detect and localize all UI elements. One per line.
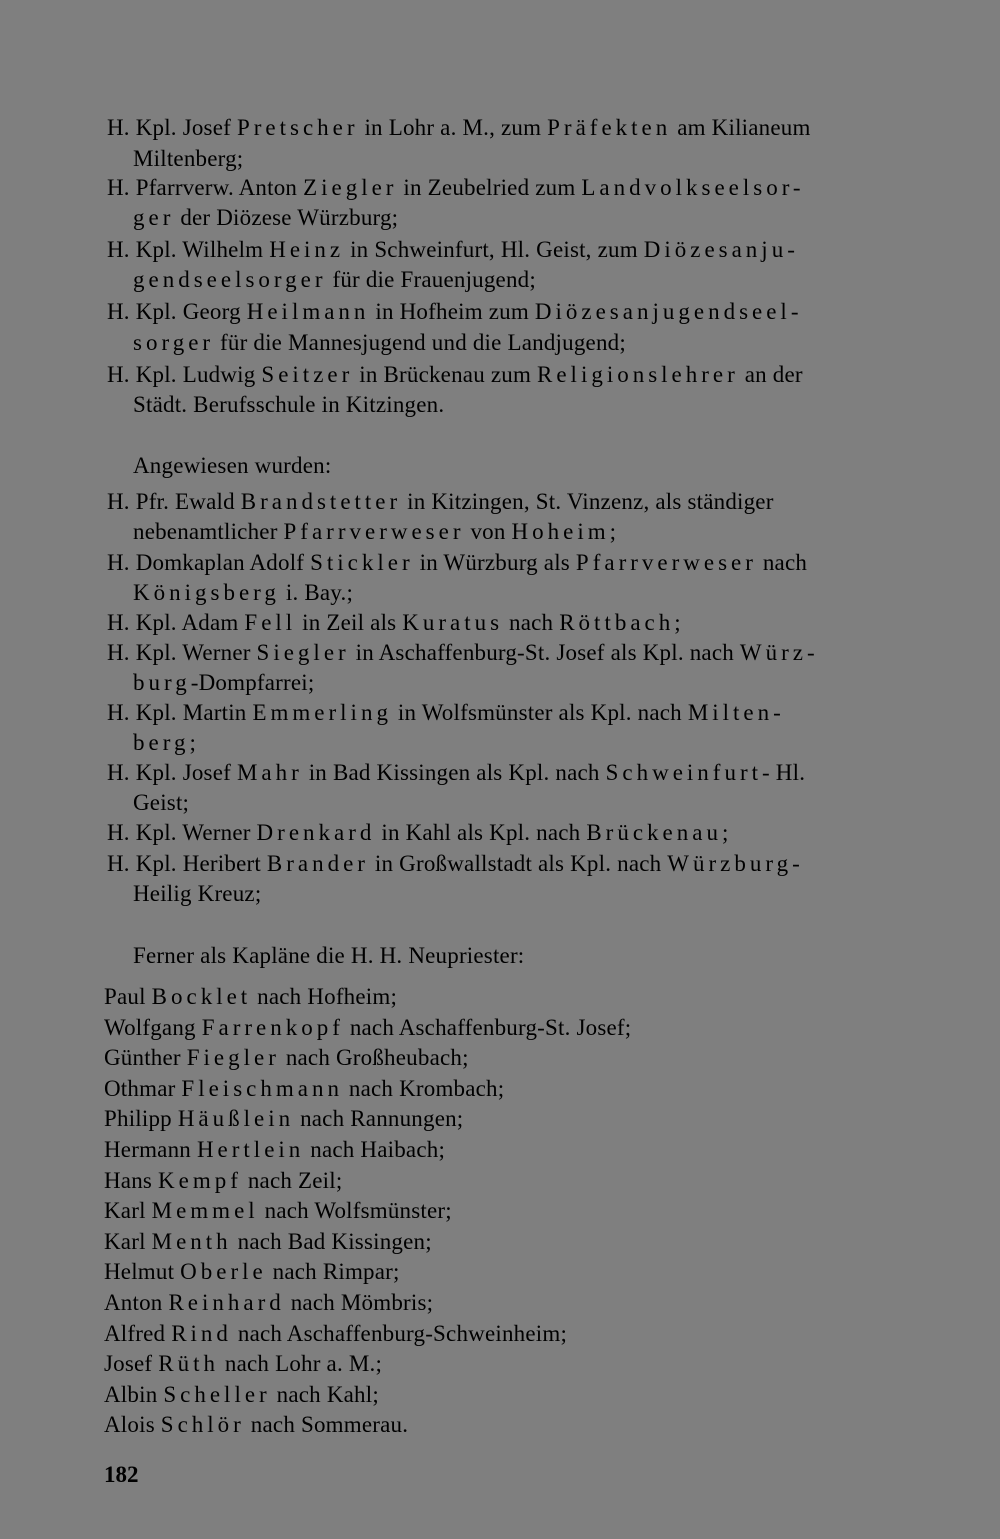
priest-first-name: Anton [104, 1290, 169, 1315]
entry-line [133, 328, 626, 358]
entry-line [107, 297, 802, 327]
priest-entry [104, 1166, 342, 1196]
priest-destination: nach Großheubach; [279, 1045, 469, 1070]
priest-first-name: Wolfgang [104, 1015, 202, 1040]
entry-line [107, 235, 799, 265]
priest-first-name: Karl [104, 1198, 152, 1223]
text: H. Kpl. Josef [107, 115, 237, 140]
priest-last-name: Schlör [160, 1412, 245, 1437]
entry-line [107, 608, 681, 638]
entry-line [107, 487, 774, 517]
text: ; [609, 519, 617, 544]
priest-last-name: Menth [151, 1229, 232, 1254]
text: nach [756, 550, 808, 575]
spaced-title: Präfekten [547, 115, 672, 140]
page-number: 182 [104, 1462, 139, 1487]
text: in Würzburg als [413, 550, 576, 575]
spaced-title: ger [133, 205, 175, 230]
priest-destination: nach Rimpar; [266, 1259, 400, 1284]
priest-first-name: Othmar [104, 1076, 182, 1101]
text: H. Kpl. Ludwig [107, 362, 262, 387]
priest-last-name: Scheller [163, 1382, 271, 1407]
spaced-title: Diözesanjugendseel- [534, 299, 803, 324]
priest-destination: nach Rannungen; [294, 1106, 464, 1131]
text: H. Pfarrverw. Anton [107, 175, 304, 200]
text: -Dompfarrei; [190, 670, 315, 695]
spaced-place: Würzburg- [667, 851, 804, 876]
priest-first-name: Alfred [104, 1321, 172, 1346]
priest-last-name: Fiegler [186, 1045, 280, 1070]
spaced-title: Pfarrverweser [283, 519, 465, 544]
section-heading: Angewiesen wurden: [133, 453, 332, 478]
text: am Kilianeum [671, 115, 811, 140]
priest-entry [104, 1196, 452, 1226]
entry-line [133, 517, 616, 547]
spaced-title: Pfarrverweser [575, 550, 757, 575]
spaced-place: burg [133, 670, 191, 695]
priest-entry [104, 1410, 408, 1440]
priest-last-name: Oberle [180, 1259, 267, 1284]
spaced-title: sorger [133, 330, 215, 355]
priest-first-name: Hermann [104, 1137, 197, 1162]
spaced-place: Milten- [687, 700, 785, 725]
priest-last-name: Fleischmann [181, 1076, 343, 1101]
text: in Zeil als [296, 610, 403, 635]
priest-entry [104, 1043, 469, 1073]
spaced-name: Heinz [269, 237, 345, 262]
text: für die Frauenjugend; [326, 267, 536, 292]
text: nebenamtlicher [133, 519, 284, 544]
priest-destination: nach Kahl; [270, 1382, 379, 1407]
text: in Bad Kissingen als Kpl. nach [302, 760, 606, 785]
entry-line [133, 578, 353, 608]
text: in Schweinfurt, Hl. Geist, zum [344, 237, 644, 262]
text: der Diözese Würzburg; [174, 205, 399, 230]
entry-line: Städt. Berufsschule in Kitzingen. [133, 392, 445, 417]
text: in Großwallstadt als Kpl. nach [368, 851, 668, 876]
text: ; [189, 730, 197, 755]
spaced-place: Würz- [739, 640, 819, 665]
priest-first-name: Alois [104, 1412, 161, 1437]
spaced-name: Ziegler [303, 175, 398, 200]
text: in Kahl als Kpl. nach [375, 820, 587, 845]
spaced-title: Kuratus [402, 610, 504, 635]
priest-last-name: Farrenkopf [201, 1015, 344, 1040]
priest-last-name: Kempf [158, 1168, 242, 1193]
priest-first-name: Josef [104, 1351, 159, 1376]
priest-destination: nach Wolfsmünster; [258, 1198, 452, 1223]
text: in Kitzingen, St. Vinzenz, als ständiger [401, 489, 774, 514]
entry-line [133, 203, 398, 233]
text: für die Mannesjugend und die Landjugend; [214, 330, 626, 355]
priest-destination: nach Aschaffenburg-St. Josef; [343, 1015, 632, 1040]
text: H. Domkaplan Adolf [107, 550, 311, 575]
priest-destination: nach Mömbris; [284, 1290, 434, 1315]
text: in Brückenau zum [353, 362, 537, 387]
spaced-place: Königsberg [133, 580, 280, 605]
priest-last-name: Rind [171, 1321, 232, 1346]
priest-destination: nach Zeil; [241, 1168, 343, 1193]
text: - Hl. [762, 760, 806, 785]
text: H. Kpl. Georg [107, 299, 247, 324]
text: H. Kpl. Werner [107, 640, 257, 665]
spaced-name: Brander [266, 851, 369, 876]
entry-line [107, 360, 803, 390]
priest-destination: nach Aschaffenburg-Schweinheim; [231, 1321, 568, 1346]
priest-first-name: Helmut [104, 1259, 181, 1284]
spaced-name: Stickler [310, 550, 414, 575]
entry-line [107, 758, 805, 788]
priest-destination: nach Krombach; [342, 1076, 505, 1101]
spaced-place: Schweinfurt [605, 760, 762, 785]
spaced-place: Brückenau [586, 820, 722, 845]
section-heading: Ferner als Kapläne die H. H. Neupriester: [133, 943, 525, 968]
entry-line [133, 265, 536, 295]
priest-last-name: Häußlein [177, 1106, 295, 1131]
priest-entry [104, 1013, 631, 1043]
priest-destination: nach Bad Kissingen; [231, 1229, 432, 1254]
text: an der [738, 362, 803, 387]
spaced-name: Fell [244, 610, 297, 635]
priest-destination: nach Lohr a. M.; [218, 1351, 383, 1376]
spaced-name: Brandstetter [240, 489, 402, 514]
spaced-name: Seitzer [261, 362, 354, 387]
priest-entry [104, 1380, 379, 1410]
priest-first-name: Günther [104, 1045, 187, 1070]
priest-entry [104, 1135, 445, 1165]
text: i. Bay.; [279, 580, 354, 605]
priest-last-name: Hertlein [196, 1137, 305, 1162]
text: H. Kpl. Wilhelm [107, 237, 270, 262]
priest-last-name: Bocklet [151, 984, 252, 1009]
text: H. Pfr. Ewald [107, 489, 241, 514]
entry-line: Heilig Kreuz; [133, 881, 262, 906]
entry-line [107, 818, 729, 848]
text: von [464, 519, 512, 544]
priest-first-name: Paul [104, 984, 152, 1009]
priest-entry [104, 1288, 433, 1318]
text: H. Kpl. Josef [107, 760, 237, 785]
entry-line [133, 728, 196, 758]
spaced-name: Drenkard [256, 820, 376, 845]
spaced-name: Pretscher [236, 115, 359, 140]
spaced-place: berg [133, 730, 190, 755]
spaced-title: Landvolkseelsor- [581, 175, 805, 200]
priest-destination: nach Sommerau. [244, 1412, 409, 1437]
entry-line [107, 173, 805, 203]
text: H. Kpl. Werner [107, 820, 257, 845]
spaced-name: Siegler [256, 640, 350, 665]
spaced-name: Heilmann [246, 299, 370, 324]
entry-line [107, 113, 811, 143]
priest-first-name: Karl [104, 1229, 152, 1254]
priest-destination: nach Haibach; [304, 1137, 446, 1162]
priest-entry [104, 1349, 382, 1379]
text: in Zeubelried zum [397, 175, 582, 200]
priest-last-name: Reinhard [168, 1290, 285, 1315]
spaced-name: Mahr [236, 760, 303, 785]
text: in Aschaffenburg-St. Josef als Kpl. nach [349, 640, 740, 665]
spaced-title: Religionslehrer [537, 362, 739, 387]
entry-line [107, 638, 819, 668]
priest-first-name: Hans [104, 1168, 159, 1193]
priest-entry [104, 982, 397, 1012]
priest-entry [104, 1227, 432, 1257]
text: nach [503, 610, 560, 635]
entry-line [107, 698, 785, 728]
text: ; [721, 820, 729, 845]
priest-entry [104, 1074, 504, 1104]
text: ; [674, 610, 681, 635]
spaced-place: Röttbach [559, 610, 675, 635]
entry-line [133, 668, 314, 698]
priest-last-name: Memmel [151, 1198, 259, 1223]
spaced-title: Diözesanju- [643, 237, 799, 262]
priest-destination: nach Hofheim; [251, 984, 398, 1009]
priest-first-name: Albin [104, 1382, 164, 1407]
priest-entry [104, 1257, 400, 1287]
entry-line [107, 548, 807, 578]
text: H. Kpl. Adam [107, 610, 245, 635]
entry-line: Miltenberg; [133, 146, 244, 171]
priest-entry [104, 1104, 463, 1134]
priest-last-name: Rüth [158, 1351, 219, 1376]
entry-line: Geist; [133, 790, 190, 815]
spaced-name: Emmerling [252, 700, 392, 725]
text: in Hofheim zum [369, 299, 535, 324]
spaced-place: Hoheim [511, 519, 610, 544]
text: H. Kpl. Martin [107, 700, 253, 725]
text: H. Kpl. Heribert [107, 851, 267, 876]
text: in Lohr a. M., zum [358, 115, 548, 140]
priest-first-name: Philipp [104, 1106, 178, 1131]
priest-entry [104, 1319, 567, 1349]
entry-line [107, 849, 804, 879]
spaced-title: gendseelsorger [133, 267, 327, 292]
text: in Wolfsmünster als Kpl. nach [391, 700, 688, 725]
